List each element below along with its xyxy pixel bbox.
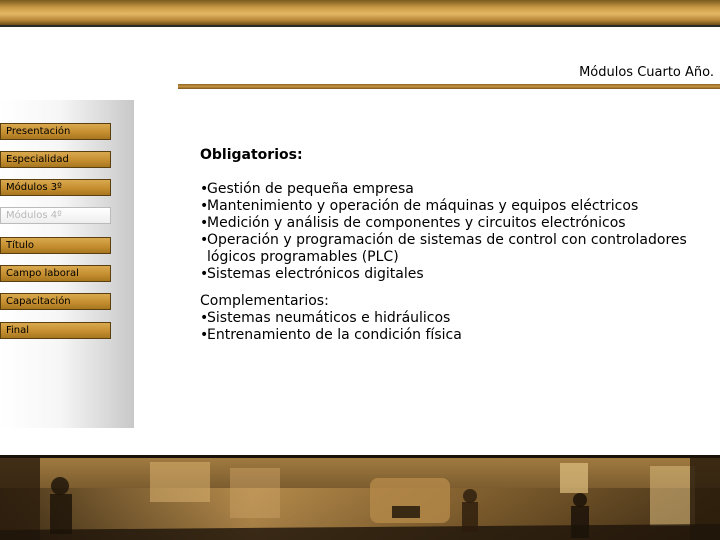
bullet-icon: •: [200, 266, 209, 282]
bullet-icon: •: [200, 198, 209, 214]
bullet-icon: •: [200, 232, 209, 248]
sidebar-item-especialidad[interactable]: Especialidad: [0, 151, 111, 168]
top-banner: [0, 0, 720, 27]
list-item-text: Entrenamiento de la condición física: [207, 327, 462, 343]
title-divider: [178, 84, 720, 89]
list-item: [200, 181, 710, 198]
sidebar-item-titulo[interactable]: Título: [0, 237, 111, 254]
sidebar-item-final[interactable]: Final: [0, 322, 111, 339]
list-item: [200, 266, 710, 283]
list-item-text: Mantenimiento y operación de máquinas y equipos eléctricos: [207, 198, 639, 214]
sidebar-item-presentacion[interactable]: Presentación: [0, 123, 111, 140]
sidebar-background: [0, 100, 134, 428]
list-item-text: Sistemas electrónicos digitales: [207, 266, 424, 282]
sidebar-item-campo-laboral[interactable]: Campo laboral: [0, 265, 111, 282]
complementarios-heading: Complementarios:: [200, 293, 329, 309]
street-scene-image: [0, 458, 720, 540]
list-item: [200, 310, 710, 327]
list-item-text: Operación y programación de sistemas de control con controladores lógicos programables (PLC): [207, 232, 687, 265]
sidebar-item-modulos-4[interactable]: Módulos 4º: [0, 207, 111, 224]
bullet-icon: •: [200, 327, 209, 343]
bullet-icon: •: [200, 310, 209, 326]
sidebar-item-modulos-3[interactable]: Módulos 3º: [0, 179, 111, 196]
list-item: [200, 198, 710, 215]
page-title: Módulos Cuarto Año.: [579, 65, 714, 80]
sidebar-item-capacitacion[interactable]: Capacitación: [0, 293, 111, 310]
bullet-icon: •: [200, 181, 209, 197]
list-item: [200, 232, 710, 266]
list-item: [200, 215, 710, 232]
list-item-text: Medición y análisis de componentes y circuitos electrónicos: [207, 215, 626, 231]
main-content: [200, 147, 710, 344]
list-item-text: Sistemas neumáticos e hidráulicos: [207, 310, 451, 326]
bullet-icon: •: [200, 215, 209, 231]
list-item: [200, 327, 710, 344]
list-item-text: Gestión de pequeña empresa: [207, 181, 414, 197]
obligatorios-heading: Obligatorios:: [200, 147, 303, 163]
street-scene-photo: [0, 455, 720, 540]
